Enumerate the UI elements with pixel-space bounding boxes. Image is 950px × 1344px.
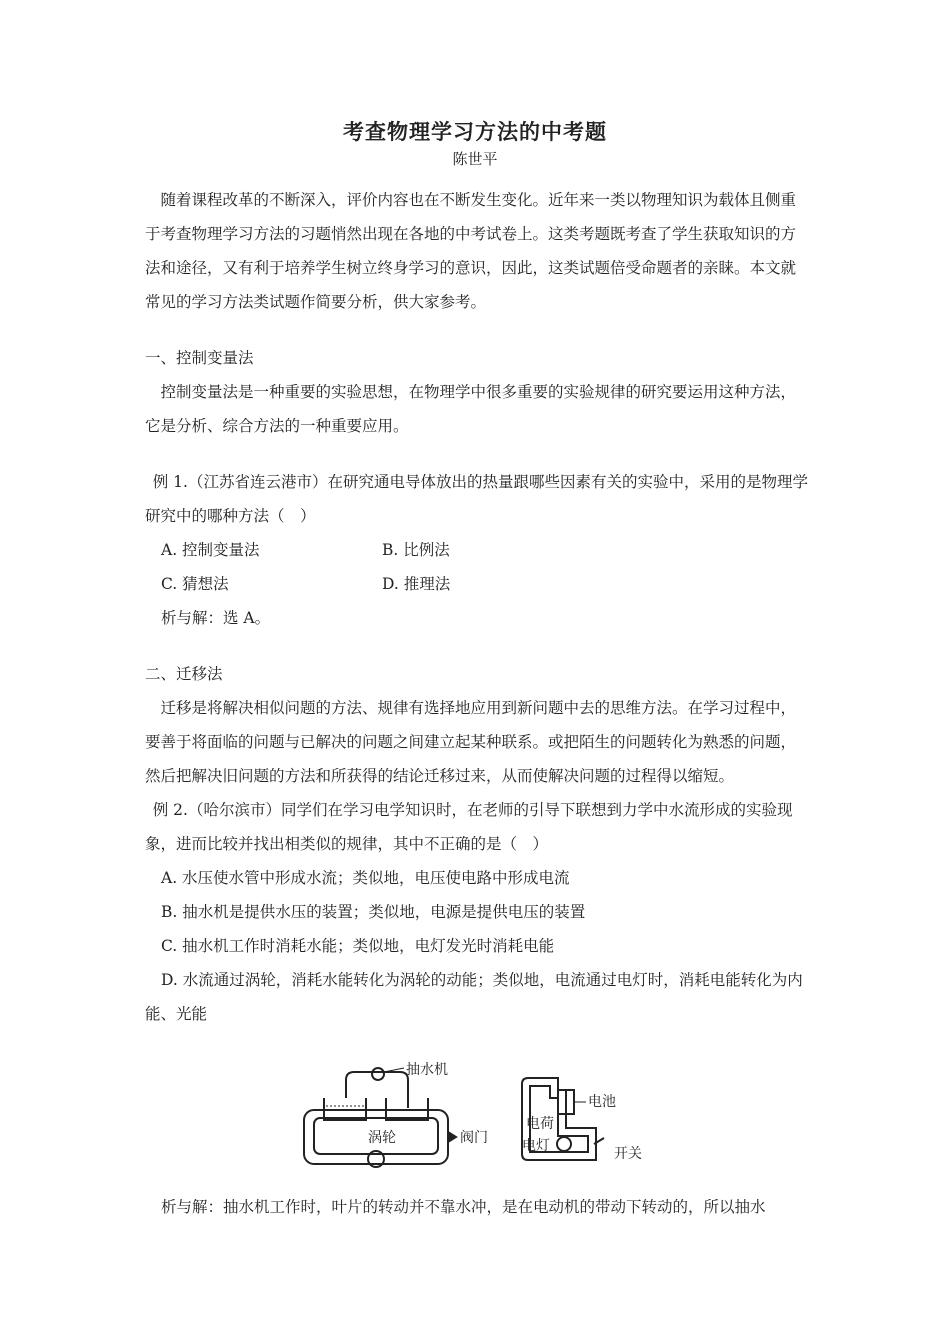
valve-label: 阀门	[460, 1130, 488, 1146]
option-d: D. 推理法	[382, 575, 451, 593]
example-2-question: 例 2.（哈尔滨市）同学们在学习电学知识时，在老师的引导下联想到力学中水流形成的实验现象，进而比较并找出相类似的规律，其中不正确的是（ ）	[145, 801, 793, 853]
spacer	[145, 443, 810, 465]
section-2-heading: 二、迁移法	[145, 665, 223, 683]
example-1-options-row-1	[145, 533, 810, 567]
author-name: 陈世平	[452, 150, 498, 168]
water-circuit	[304, 1068, 456, 1167]
spacer	[145, 635, 810, 657]
example-1-options-row-2	[145, 567, 810, 601]
example-1-question: 例 1.（江苏省连云港市）在研究通电导体放出的热量跟哪些因素有关的实验中，采用的是物理学研究中的哪种方法（ ）	[145, 473, 808, 525]
charge-label: 电荷	[526, 1116, 554, 1132]
pump-icon	[372, 1068, 384, 1080]
lamp-icon	[557, 1137, 571, 1151]
option-c: C. 抽水机工作时消耗水能；类似地，电灯发光时消耗电能	[161, 937, 555, 955]
page-title: 考查物理学习方法的中考题	[343, 119, 607, 144]
intro-paragraph: 随着课程改革的不断深入，评价内容也在不断发生变化。近年来一类以物理知识为载体且侧重于考查物理学习方法的习题悄然出现在各地的中考试卷上。这类考题既考查了学生获取知识的方法和途径，又有利于培养学生树立终身学习的意识，因此，这类试题倍受命题者的亲睐。本文就常见的学习方法类试题作简要分析，供大家参考。	[145, 191, 797, 311]
option-a: A. 水压使水管中形成水流；类似地，电压使电路中形成电流	[161, 869, 570, 887]
example-2-analysis: 析与解：抽水机工作时，叶片的转动并不靠水冲，是在电动机的带动下转动的，所以抽水	[161, 1198, 766, 1216]
analogy-diagram	[296, 1060, 652, 1178]
analysis-block	[145, 1190, 810, 1224]
option-c: C. 猜想法	[161, 575, 229, 593]
pump-pipe	[346, 1072, 408, 1108]
pump-label: 抽水机	[406, 1062, 448, 1078]
option-d: D. 水流通过涡轮，消耗水能转化为涡轮的动能；类似地，电流通过电灯时，消耗电能转化为内能、光能	[145, 971, 803, 1023]
section-2-paragraph: 迁移是将解决相似问题的方法、规律有选择地应用到新问题中去的思维方法。在学习过程中，要善于将面临的问题与已解决的问题之间建立起某种联系。或把陌生的问题转化为熟悉的问题，然后把解决旧问题的方法和所获得的结论迁移过来，从而使解决问题的过程得以缩短。	[145, 699, 797, 785]
section-1-heading: 一、控制变量法	[145, 349, 254, 367]
lamp-label: 电灯	[522, 1138, 550, 1154]
battery-label: 电池	[588, 1094, 616, 1110]
turbine-label: 涡轮	[368, 1130, 396, 1146]
article-body	[145, 183, 810, 1031]
valve-icon	[448, 1132, 456, 1142]
section-1-paragraph: 控制变量法是一种重要的实验思想，在物理学中很多重要的实验规律的研究要运用这种方法，它是分析、综合方法的一种重要应用。	[145, 383, 797, 435]
switch-label: 开关	[614, 1146, 642, 1162]
option-b: B. 抽水机是提供水压的装置；类似地，电源是提供电压的装置	[161, 903, 586, 921]
option-b: B. 比例法	[382, 541, 450, 559]
option-a: A. 控制变量法	[161, 541, 260, 559]
example-1-answer: 析与解：选 A。	[161, 609, 271, 627]
spacer	[145, 319, 810, 341]
water-circuit-analogy-figure	[296, 1060, 652, 1178]
